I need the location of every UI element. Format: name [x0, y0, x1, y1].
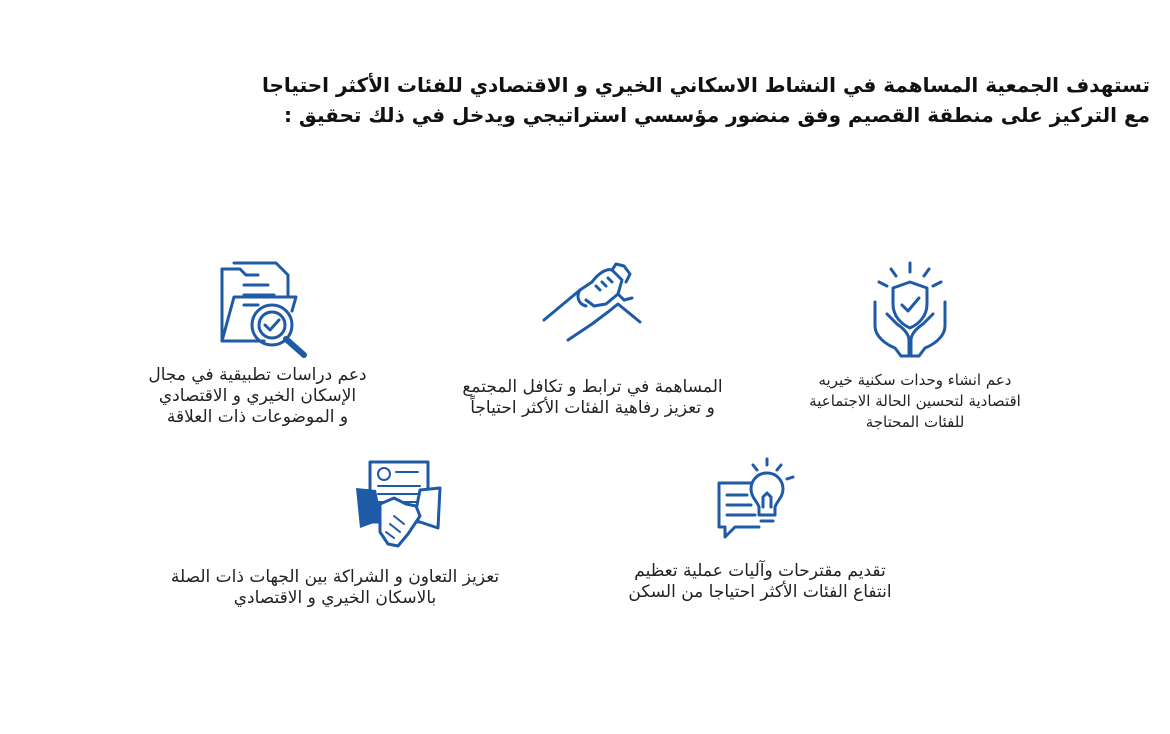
goal-proposals-caption: [600, 561, 920, 603]
caption-line: و تعزيز رفاهية الفئات الأكثر احتياجاً: [470, 398, 715, 418]
intro-line-2: مع التركيز على منطقة القصيم وفق منضور مؤسسي استراتيجي ويدخل في ذلك تحقيق :: [283, 103, 1150, 127]
goal-housing-units-caption: [770, 370, 1060, 433]
intro-line-1: تستهدف الجمعية المساهمة في النشاط الاسكاني الخيري و الاقتصادي للفئات الأكثر احتياجا: [261, 73, 1150, 97]
goal-community-cohesion: [440, 255, 745, 430]
goal-community-cohesion-caption: [440, 377, 745, 419]
goal-housing-units: [770, 255, 1060, 445]
caption-line: و الموضوعات ذات العلاقة: [166, 407, 349, 427]
caption-line: الإسكان الخيري و الاقتصادي: [158, 386, 357, 406]
goal-partnership: [140, 455, 530, 625]
goal-applied-studies-caption: [120, 365, 395, 428]
caption-line: دعم انشاء وحدات سكنية خيريه: [818, 371, 1012, 389]
caption-line: بالاسكان الخيري و الاقتصادي: [233, 588, 437, 608]
caption-line: تقديم مقترحات وآليات عملية تعظيم: [634, 561, 886, 581]
idea-chat-icon: [715, 457, 805, 542]
handshake-grip-icon: [540, 260, 645, 350]
caption-line: تعزيز التعاون و الشراكة بين الجهات ذات الصلة: [170, 567, 500, 587]
caption-line: دعم دراسات تطبيقية في مجال: [148, 365, 367, 385]
goal-partnership-caption: [140, 567, 530, 609]
goal-proposals: [600, 455, 920, 615]
caption-line: اقتصادية لتحسين الحالة الاجتماعية: [809, 392, 1021, 410]
caption-line: المساهمة في ترابط و تكافل المجتمع: [462, 377, 723, 397]
folder-search-icon: [218, 257, 318, 361]
agreement-handshake-icon: [354, 458, 446, 554]
goal-applied-studies: [120, 255, 395, 440]
hands-shield-icon: [865, 260, 955, 360]
caption-line: للفئات المحتاجة: [865, 413, 965, 431]
caption-line: انتفاع الفئات الأكثر احتياجا من السكن: [628, 582, 892, 602]
intro-text: [261, 70, 1150, 130]
